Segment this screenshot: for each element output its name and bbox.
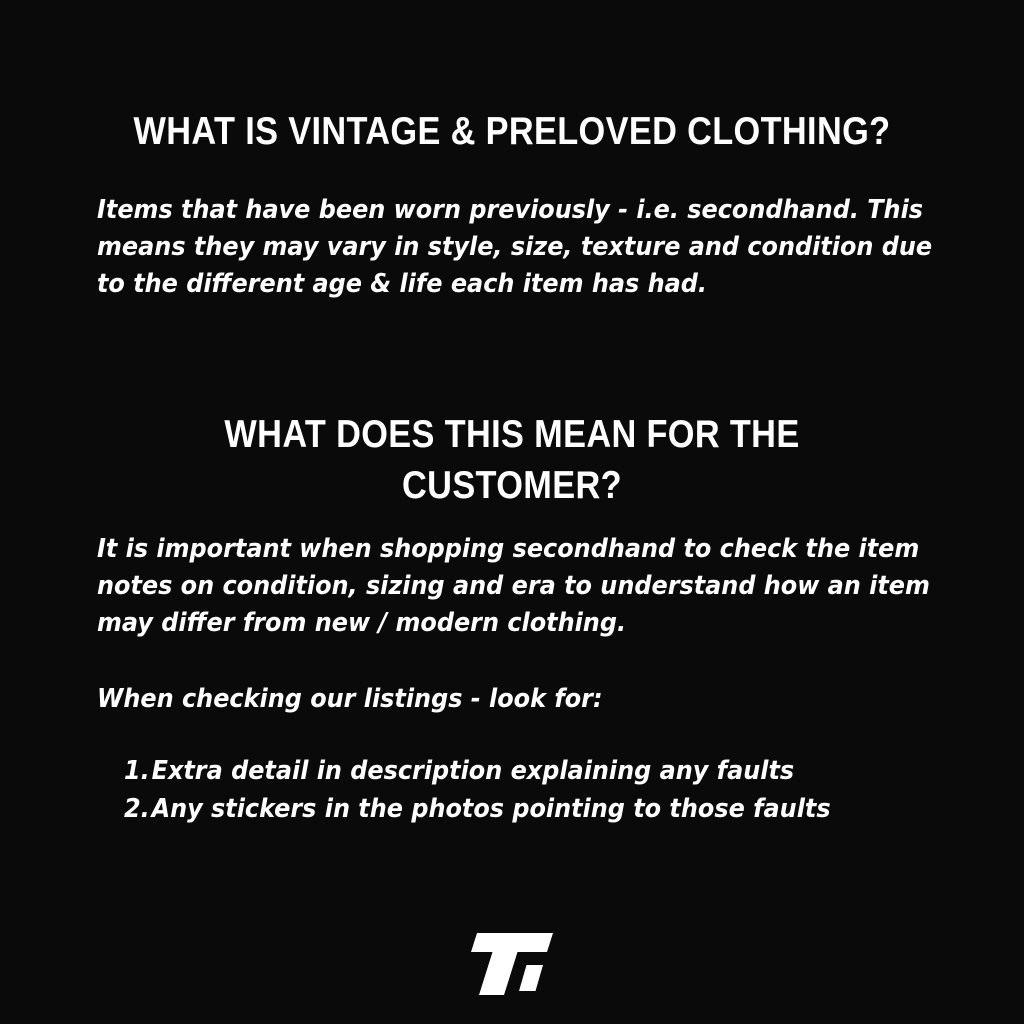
checklist-item	[124, 752, 831, 790]
page-title: WHAT IS VINTAGE & PRELOVED CLOTHING?	[133, 110, 891, 154]
customer-line-3: may differ from new / modern clothing.	[97, 608, 627, 638]
customer-line-2: notes on condition, sizing and era to understand how an item	[97, 571, 930, 601]
customer-info-paragraph	[97, 531, 930, 642]
listings-note: When checking our listings - look for:	[97, 684, 603, 714]
intro-paragraph	[97, 192, 932, 303]
brand-logo	[0, 933, 1024, 995]
intro-line-2: means they may vary in style, size, texture and condition due	[97, 232, 933, 262]
checklist-item-text: Extra detail in description explaining any faults	[151, 756, 795, 786]
customer-line-1: It is important when shopping secondhand to check the item	[97, 534, 920, 564]
checklist-item	[124, 790, 831, 828]
checklist-item-number: 1.	[124, 756, 150, 786]
checklist-item-text: Any stickers in the photos pointing to those faults	[151, 794, 831, 824]
subtitle-line-2: CUSTOMER?	[402, 464, 622, 508]
intro-line-1: Items that have been worn previously - i.e. secondhand. This	[97, 195, 924, 225]
checklist-item-number: 2.	[124, 794, 150, 824]
brand-logo-icon	[471, 933, 553, 995]
checklist	[124, 752, 831, 828]
section-heading-customer	[61, 409, 962, 511]
intro-line-3: to the different age & life each item has had.	[97, 269, 707, 299]
subtitle-line-1: WHAT DOES THIS MEAN FOR THE	[224, 413, 800, 457]
